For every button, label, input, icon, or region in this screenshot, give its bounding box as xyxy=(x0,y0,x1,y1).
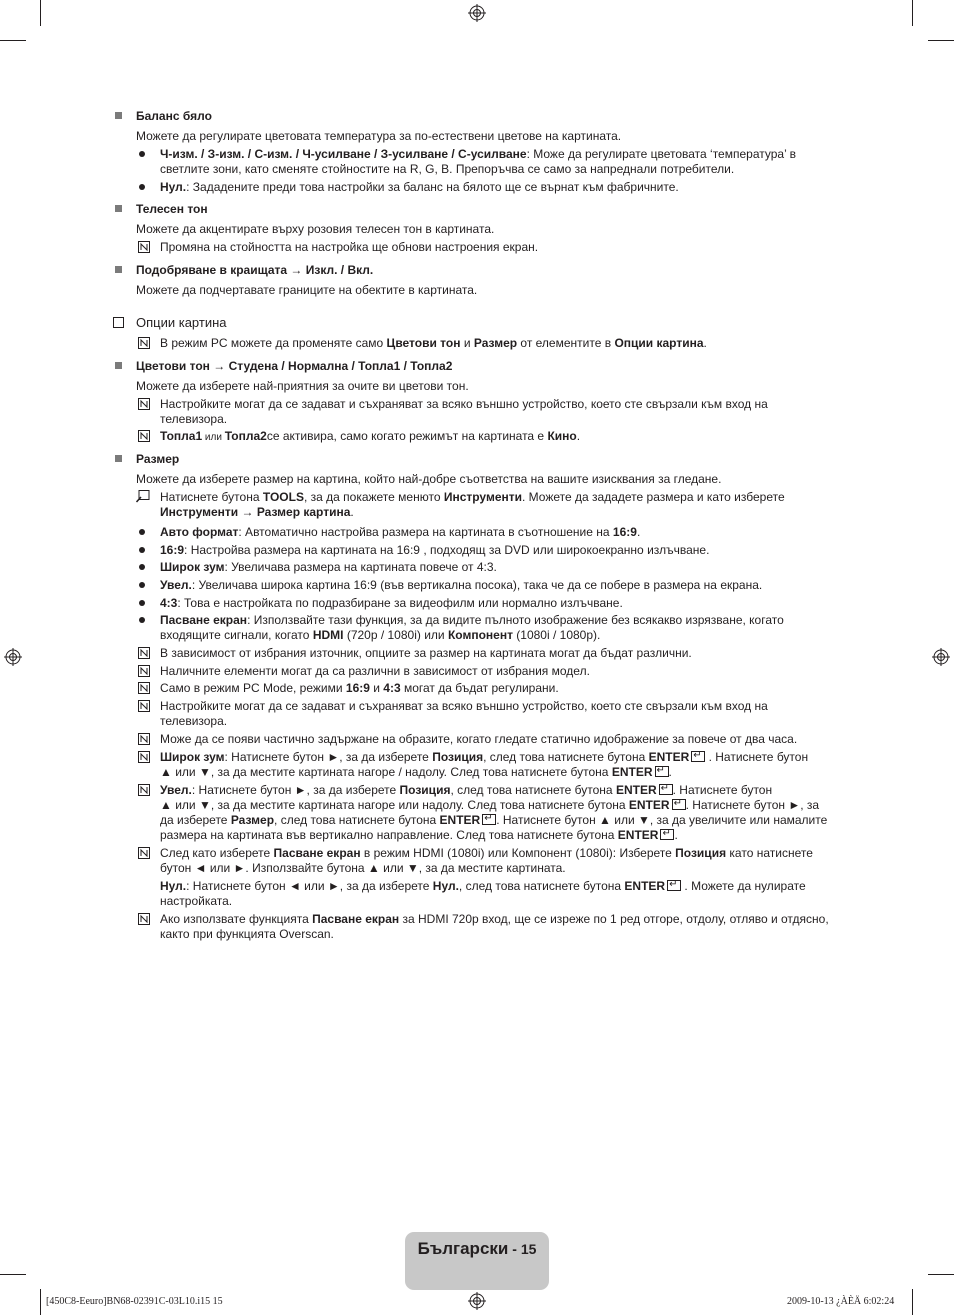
registration-mark-icon xyxy=(932,648,950,666)
note-icon xyxy=(138,665,150,677)
square-bullet-icon xyxy=(115,112,122,119)
note-icon xyxy=(138,647,150,659)
paragraph: Можете да регулирате цветовата температура за по-естествени цветове на картината. xyxy=(136,129,622,143)
crop-mark xyxy=(912,0,913,26)
tools-text-cont: Инструменти → Размер картина. xyxy=(160,505,354,519)
bullet-dot-icon xyxy=(139,600,145,606)
note-text: Широк зум: Натиснете бутон ►, за да изберете Позиция, след това натиснете бутона ENTER↵ . Натиснете бутон xyxy=(160,750,808,765)
bullet-item: Пасване екран: Използвайте тази функция, за да видите пълното изображение без всякакво изрязване, когато xyxy=(160,613,784,627)
bullet-item: Ч-изм. / З-изм. / С-изм. / Ч-усилване / З-усилване / С-усилване: Може да регулирате цветовата ‘температура’ в xyxy=(160,147,797,161)
square-bullet-icon xyxy=(115,266,122,273)
note-icon xyxy=(138,398,150,410)
page-footer: Български - 15 xyxy=(417,1239,537,1258)
square-bullet-icon xyxy=(115,455,122,462)
bullet-dot-icon xyxy=(139,547,145,553)
note-text-cont: да изберете Размер, след това натиснете бутона ENTER↵ . Натиснете бутон ▲ или ▼, за да увеличите или намалите xyxy=(160,813,827,828)
note-icon xyxy=(138,337,150,349)
note-text-cont: ▲ или ▼, за да местите картината нагоре или надолу. След това натиснете бутона ENTER↵ . Натиснете бутон ►, за xyxy=(160,798,819,813)
paragraph: Можете да подчертавате границите на обектите в картината. xyxy=(136,283,478,297)
bullet-item: Авто формат: Автоматично настройва размера на картината в съотношение на 16:9. xyxy=(160,525,641,539)
note-text: В зависимост от избрания източник, опциите за размер на картината могат да бъдат различни. xyxy=(160,646,692,660)
crop-mark xyxy=(0,1274,26,1275)
note-text-cont: ▲ или ▼, за да местите картината нагоре / надолу. След това натиснете бутона ENTER↵ . xyxy=(160,765,672,780)
note-text: Настройките могат да се задават и съхраняват за всяко външно устройство, което сте свързали към вход на xyxy=(160,397,768,411)
paragraph: Можете да изберете най-приятния за очите ви цветови тон. xyxy=(136,379,469,393)
crop-mark xyxy=(40,1289,41,1315)
enter-icon xyxy=(659,784,673,795)
bullet-item: 16:9: Настройва размера на картината на 16:9 , подходящ за DVD или широкоекранно излъчване. xyxy=(160,543,710,557)
heading-size: Размер xyxy=(136,452,180,466)
enter-icon xyxy=(655,766,669,777)
note-text-cont: Нул.: Натиснете бутон ◄ или ►, за да изберете Нул., след това натиснете бутона ENTER↵ . Можете да нулирате xyxy=(160,879,806,894)
bullet-dot-icon xyxy=(139,564,145,570)
bullet-dot-icon xyxy=(139,184,145,190)
bullet-item: Нул.: Зададените преди това настройки за баланс на бялото ще се върнат към фабричните. xyxy=(160,180,679,194)
bullet-item: 4:3: Това е настройката по подразбиране за видеофилм или нормално излъчване. xyxy=(160,596,623,610)
enter-icon xyxy=(667,880,681,891)
note-icon xyxy=(138,700,150,712)
note-text: Топла1 или Топла2се активира, само когато режимът на картината е Кино. xyxy=(160,429,581,443)
note-icon xyxy=(138,430,150,442)
crop-mark xyxy=(40,0,41,26)
note-text: Наличните елементи могат да са различни в зависимост от избрания модел. xyxy=(160,664,590,678)
square-bullet-icon xyxy=(115,362,122,369)
crop-mark xyxy=(912,1289,913,1315)
enter-icon xyxy=(482,814,496,825)
note-icon xyxy=(138,913,150,925)
paragraph: Можете да изберете размер на картина, който най-добре съответства на вашите изисквания за гледане. xyxy=(136,472,722,486)
note-text-cont: бутон ◄ или ►. Използвайте бутона ▲ или ▼, за да местите картината. xyxy=(160,861,566,875)
print-slug-right: 2009-10-13 ¿ÀÈÄ 6:02:24 xyxy=(787,1296,895,1307)
note-text: Само в режим PC Mode, режими 16:9 и 4:3 могат да бъдат регулирани. xyxy=(160,681,559,695)
bullet-dot-icon xyxy=(139,529,145,535)
heading-edge-enhancement: Подобряване в краищата → Изкл. / Вкл. xyxy=(136,263,374,277)
tools-icon xyxy=(136,490,150,503)
heading-skin-tone: Телесен тон xyxy=(136,202,208,216)
bullet-dot-icon xyxy=(139,617,145,623)
crop-mark xyxy=(928,40,954,41)
note-text: Ако използвате функцията Пасване екран за HDMI 720p вход, ще се изреже по 1 ред отгоре, отдолу, отляво и отдясно, xyxy=(160,912,829,926)
note-icon xyxy=(138,751,150,763)
note-text-cont: размера на картината във вертикално направление. След това натиснете бутона ENTER↵ . xyxy=(160,828,678,843)
note-icon xyxy=(138,847,150,859)
checkbox-heading-icon xyxy=(113,317,124,328)
enter-icon xyxy=(691,751,705,762)
bullet-item: Широк зум: Увеличава размера на картината повече от 4:3. xyxy=(160,560,497,574)
paragraph: Можете да акцентирате върху розовия телесен тон в картината. xyxy=(136,222,495,236)
heading-color-tone: Цветови тон → Студена / Нормална / Топла1 / Топла2 xyxy=(136,359,453,373)
square-bullet-icon xyxy=(115,205,122,212)
note-text-cont: както при функцията Overscan. xyxy=(160,927,334,941)
enter-icon xyxy=(672,799,686,810)
heading-white-balance: Баланс бяло xyxy=(136,109,212,123)
bullet-item-cont: светлите зони, като сменяте стойностите на R, G, B. Препоръчва се само за напреднали потребители. xyxy=(160,162,735,176)
note-text: След като изберете Пасване екран в режим HDMI (1080i) или Компонент (1080i): Изберете Позиция като натиснете xyxy=(160,846,813,860)
bullet-dot-icon xyxy=(139,151,145,157)
crop-mark xyxy=(928,1274,954,1275)
note-text: Промяна на стойността на настройка ще обнови настроения екран. xyxy=(160,240,539,254)
print-slug-left: [450C8-Eeuro]BN68-02391C-03L10.i15 15 xyxy=(46,1296,223,1307)
bullet-item-cont: входящите сигнали, когато HDMI (720p / 1080i) или Компонент (1080i / 1080p). xyxy=(160,628,601,642)
registration-mark-icon xyxy=(468,1292,486,1310)
note-icon xyxy=(138,784,150,796)
section-title: Опции картина xyxy=(136,315,227,330)
note-text: Увел.: Натиснете бутон ►, за да изберете Позиция, след това натиснете бутона ENTER↵ . Натиснете бутон xyxy=(160,783,772,798)
note-icon xyxy=(138,241,150,253)
note-icon xyxy=(138,733,150,745)
bullet-item: Увел.: Увеличава широка картина 16:9 (във вертикална посока), така че да се побере в размера на екрана. xyxy=(160,578,763,592)
enter-icon xyxy=(660,829,674,840)
crop-mark xyxy=(0,40,26,41)
note-text-cont: телевизора. xyxy=(160,714,228,728)
note-text: Може да се появи частично задържане на образите, когато гледате статично идображение за повече от два часа. xyxy=(160,732,798,746)
registration-mark-icon xyxy=(468,4,486,22)
note-text: Настройките могат да се задават и съхраняват за всяко външно устройство, което сте свързали към вход на xyxy=(160,699,768,713)
note-text: В режим PC можете да променяте само Цветови тон и Размер от елементите в Опции картина. xyxy=(160,336,707,350)
note-text-cont: телевизора. xyxy=(160,412,228,426)
note-text-cont: настройката. xyxy=(160,894,233,908)
tools-text: Натиснете бутона TOOLS, за да покажете менюто Инструменти. Можете да зададете размера и като изберете xyxy=(160,490,785,504)
registration-mark-icon xyxy=(4,648,22,666)
bullet-dot-icon xyxy=(139,582,145,588)
note-icon xyxy=(138,682,150,694)
